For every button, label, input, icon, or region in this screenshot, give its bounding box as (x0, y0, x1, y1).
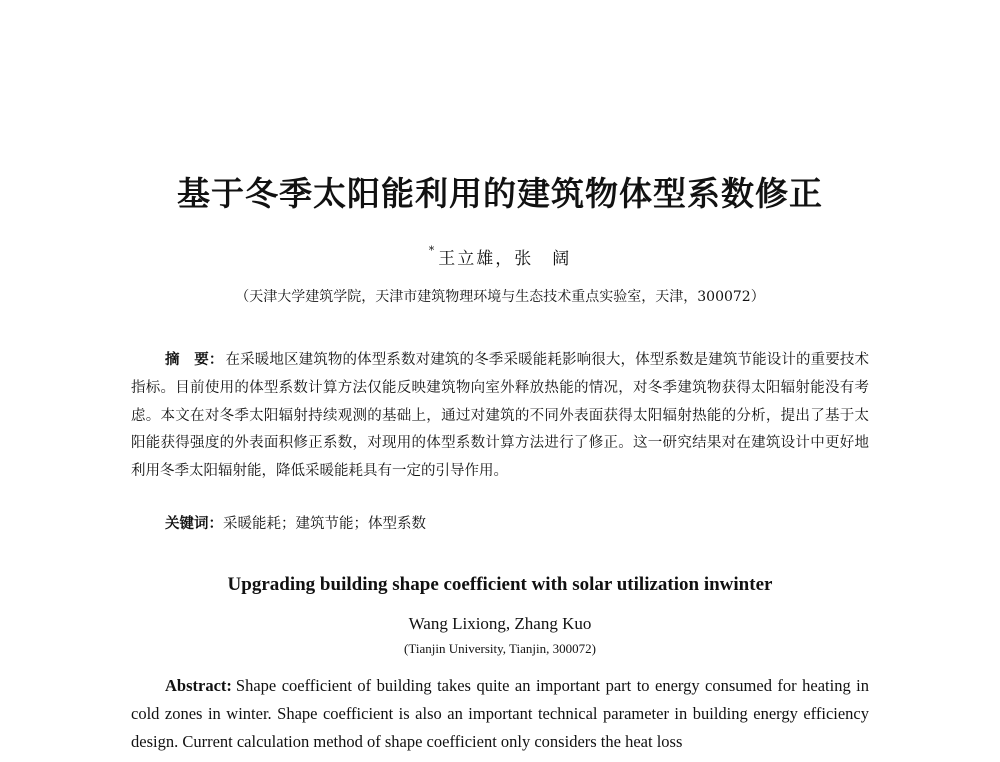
english-authors: Wang Lixiong, Zhang Kuo (408, 614, 592, 633)
corresponding-author-mark: * (428, 244, 437, 257)
english-abstract (131, 672, 869, 756)
chinese-title: 基于冬季太阳能利用的建筑物体型系数修正 (177, 174, 823, 213)
chinese-abstract-text: 在采暖地区建筑物的体型系数对建筑的冬季采暖能耗影响很大，体型系数是建筑节能设计的重要技术指标。目前使用的体型系数计算方法仅能反映建筑物向室外释放热能的情况，对冬季建筑物获得太阳辐射能没有考虑。本文在对冬季太阳辐射持续观测的基础上，通过对建筑的不同外表面获得太阳辐射热能的分析，提出了基于太阳能获得强度的外表面积修正系数，对现用的体型系数计算方法进行了修正。这一研究结果对在建筑设计中更好地利用冬季太阳辐射能，降低采暖能耗具有一定的引导作用。 (131, 352, 870, 480)
chinese-keywords (165, 510, 865, 539)
english-affiliation: (Tianjin University, Tianjin, 300072) (404, 641, 596, 656)
chinese-abstract (131, 346, 869, 486)
chinese-abstract-label: 摘 要： (165, 351, 224, 368)
english-abstract-label: Abstract: (165, 676, 232, 695)
english-abstract-text: Shape coefficient of building takes quite an important part to energy consumed for heating in cold zones in winter. Shape coefficient is also an important technical parameter in building energy efficiency design. Current calculation method of shape coefficient only considers the heat loss (131, 676, 869, 751)
chinese-author-names: 王立雄，张 阔 (438, 249, 572, 269)
chinese-authors (0, 244, 1000, 269)
chinese-keywords-label: 关键词： (165, 515, 223, 532)
chinese-keywords-text: 采暖能耗；建筑节能；体型系数 (223, 516, 426, 532)
chinese-affiliation: （天津大学建筑学院，天津市建筑物理环境与生态技术重点实验室，天津，300072） (235, 289, 765, 305)
english-title: Upgrading building shape coefficient with solar utilization inwinter (227, 574, 773, 595)
